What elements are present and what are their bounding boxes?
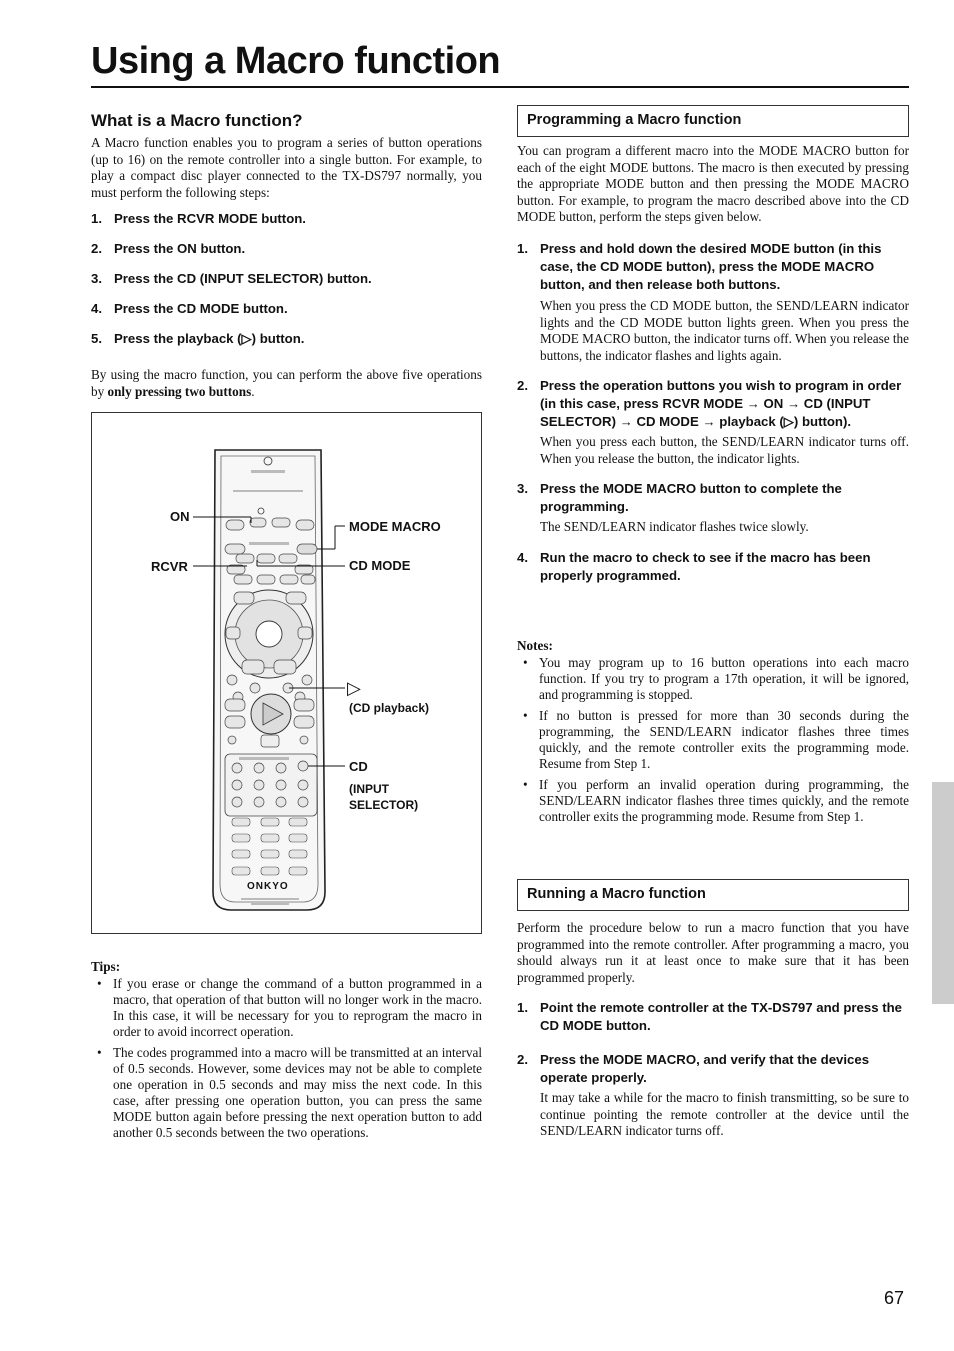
label-rcvr: RCVR <box>151 559 188 574</box>
note-item: • If no button is pressed for more than 30 seconds during the programming, the SEND/LEARN indicator flashes three times quickly, and the remote controller exits the programming mode. Resume from Step 1. <box>517 708 909 772</box>
prog-step-4: 4. Run the macro to check to see if the macro has been properly programmed. <box>517 549 871 583</box>
prog-step-2-desc: When you press each button, the SEND/LEARN indicator turns off. When you release the button, the indicator lights. <box>540 434 909 466</box>
left-step-2: 2. Press the ON button. <box>91 241 246 256</box>
label-input-selector-1: (INPUT <box>349 782 389 796</box>
run-step-1: 1. Point the remote controller at the TX-DS797 and press the CD MODE button. <box>517 1000 902 1033</box>
side-tab <box>932 782 954 1004</box>
notes-list <box>517 655 909 830</box>
page-title: Using a Macro function <box>91 40 501 82</box>
notes-label: Notes: <box>517 638 553 653</box>
tips-label: Tips: <box>91 959 121 974</box>
play-symbol-icon: ▷ <box>347 678 361 698</box>
prog-step-2: 2. Press the operation buttons you wish to program in order (in this case, press RCVR MODE → ON → CD (INPUT SELECTOR) → CD MODE → playback (▷) button). <box>517 378 902 429</box>
left-step-4: 4. Press the CD MODE button. <box>91 301 288 316</box>
title-rule <box>91 86 909 88</box>
summary-paragraph: By using the macro function, you can perform the above five operations by only pressing two buttons. <box>91 367 482 399</box>
left-step-5: 5. Press the playback (▷) button. <box>91 331 305 346</box>
prog-step-3: 3. Press the MODE MACRO button to complete the programming. <box>517 481 842 514</box>
label-cd: CD <box>349 759 368 774</box>
tip-item: • If you erase or change the command of a button programmed in a macro, that operation of that button will no longer work in the macro. In this case, it will be necessary for you to reprogram the macro in order to avoid incorrect operation. <box>91 976 482 1040</box>
intro-paragraph: A Macro function enables you to program a series of button operations (up to 16) on the remote controller into a single button. For example, to play a compact disc player connected to the TX-DS797 normally, you must perform the following steps: <box>91 135 482 200</box>
remote-brand-logo: ONKYO <box>247 881 289 892</box>
left-step-3: 3. Press the CD (INPUT SELECTOR) button. <box>91 271 372 286</box>
label-cd-playback: (CD playback) <box>349 701 430 715</box>
prog-step-1: 1. Press and hold down the desired MODE button (in this case, the CD MODE button), press the MODE MACRO button, and then release both buttons. <box>517 241 882 292</box>
prog-step-3-desc: The SEND/LEARN indicator flashes twice slowly. <box>540 519 809 534</box>
programming-heading: Programming a Macro function <box>517 105 909 137</box>
prog-step-1-desc: When you press the CD MODE button, the SEND/LEARN indicator lights and the CD MODE button lights green. When you press the MODE MACRO button, the indicator turns off. When you release the buttons, the indicator flashes and lights again. <box>540 298 909 363</box>
note-item: • You may program up to 16 button operations into each macro function. If you try to program a 17th operation, it will be ignored, and programming is stopped. <box>517 655 909 703</box>
left-step-1: 1. Press the RCVR MODE button. <box>91 211 306 226</box>
note-item: • If you perform an invalid operation during programming, the SEND/LEARN indicator flashes three times quickly, and the remote controller exits the programming mode. Resume from Step 1. <box>517 777 909 825</box>
tips-list <box>91 976 482 1146</box>
programming-intro: You can program a different macro into the MODE MACRO button for each of the eight MODE buttons. The macro is then executed by pressing the appropriate MODE button and then pressing the MODE MACRO button. For example, to program the macro described above into the CD MODE button, perform the steps given below. <box>517 143 909 224</box>
tip-item: • The codes programmed into a macro will be transmitted at an interval of 0.5 seconds. However, some devices may not be able to complete one operation in 0.5 seconds and may miss the next code. In this case, after pressing one operation button, you can press the same MODE button again before pressing the next operation button to add another 0.5 seconds between the two operations. <box>91 1045 482 1141</box>
run-step-2-desc: It may take a while for the macro to finish transmitting, so be sure to continue pointing the remote controller at the device until the SEND/LEARN indicator turns off. <box>540 1090 909 1138</box>
label-input-selector-2: SELECTOR) <box>349 798 419 812</box>
running-intro: Perform the procedure below to run a macro function that you have programmed into the remote controller. After programming a macro, you should always run it at least once to make sure that it has been programmed properly. <box>517 920 909 985</box>
figure-labels <box>91 412 482 934</box>
running-steps <box>517 999 909 1140</box>
running-heading: Running a Macro function <box>517 879 909 911</box>
what-is-heading: What is a Macro function? <box>91 111 303 130</box>
label-mode-macro: MODE MACRO <box>349 519 441 534</box>
programming-steps <box>517 240 909 585</box>
label-cd-mode: CD MODE <box>349 558 411 573</box>
label-on: ON <box>170 509 190 524</box>
page-number: 67 <box>884 1288 905 1308</box>
run-step-2: 2. Press the MODE MACRO, and verify that the devices operate properly. <box>517 1052 870 1085</box>
